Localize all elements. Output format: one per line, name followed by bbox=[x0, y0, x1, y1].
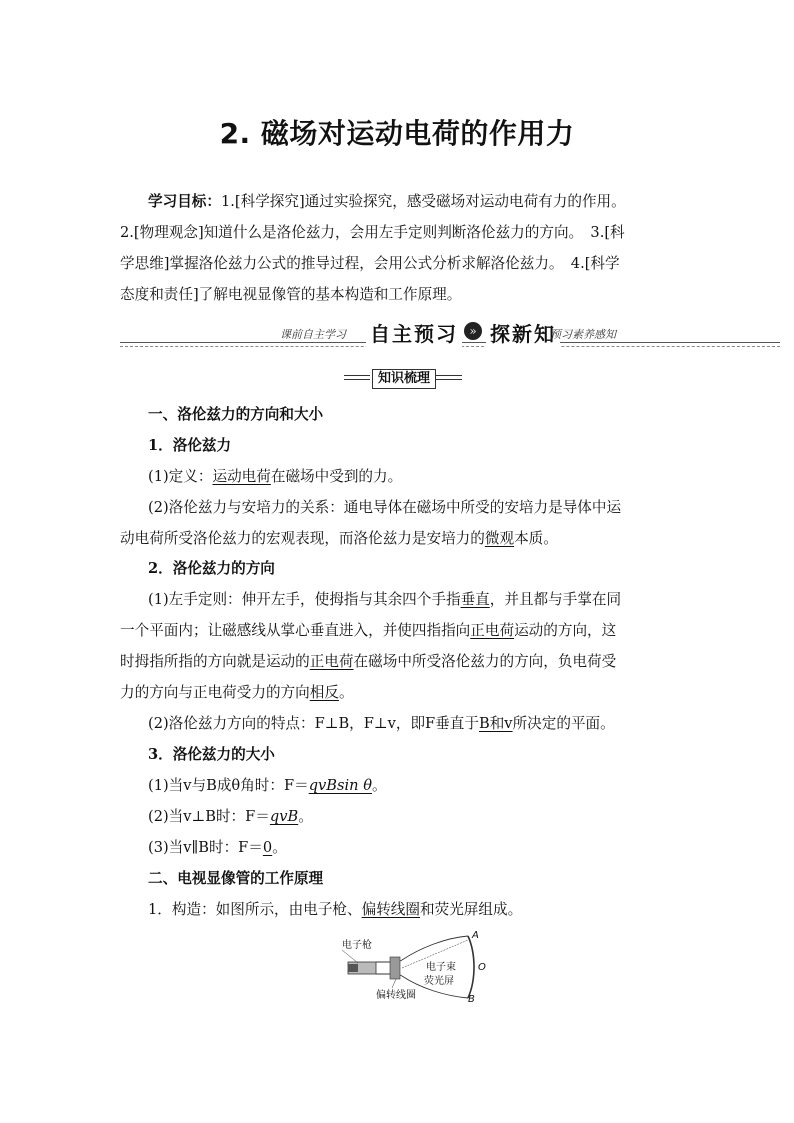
text-segment: 一个平面内；让磁感线从掌心垂直进入，并使四指指向 bbox=[120, 622, 471, 639]
objectives-label: 学习目标： bbox=[148, 193, 221, 210]
label-deflection-coil: 偏转线圈 bbox=[376, 990, 416, 1001]
label-screen: 荧光屏 bbox=[424, 976, 454, 987]
section-banner bbox=[120, 320, 780, 350]
banner-left-text: 课前自主学习 bbox=[280, 328, 346, 341]
text-segment: 所决定的平面。 bbox=[512, 715, 615, 732]
answer-underlined: qvB bbox=[269, 808, 299, 825]
relation-line-1: (2)洛伦兹力与安培力的关系：通电导体在磁场中所受的安培力是导体中运 bbox=[148, 499, 622, 516]
heading-2: 二、电视显像管的工作原理 bbox=[148, 870, 324, 887]
left-hand-line-3 bbox=[120, 650, 616, 671]
text-segment: 动电荷所受洛伦兹力的宏观表现，而洛伦兹力是安培力的 bbox=[120, 530, 485, 547]
left-hand-line-1 bbox=[148, 588, 621, 609]
magnitude-line-3 bbox=[148, 836, 287, 857]
text-segment: 。 bbox=[372, 777, 387, 794]
label-a: A bbox=[472, 930, 479, 941]
text-segment: 1．构造：如图所示，由电子枪、 bbox=[148, 901, 362, 918]
answer-underlined: 垂直 bbox=[460, 591, 490, 608]
objectives-line-3: 学思维]掌握洛伦兹力公式的推导过程，会用公式分析求解洛伦兹力。 4.[科学 bbox=[120, 255, 620, 272]
text-segment: ，并且都与手掌在同 bbox=[489, 591, 622, 608]
deflection-coil-shape bbox=[390, 957, 400, 979]
text-segment: 。 bbox=[272, 839, 287, 856]
heading-1-2: 2．洛伦兹力的方向 bbox=[148, 560, 275, 577]
section-tag-label: 知识梳理 bbox=[372, 369, 436, 389]
screen-shape bbox=[468, 936, 474, 998]
label-b: B bbox=[468, 994, 475, 1002]
construction-line bbox=[148, 898, 522, 919]
text-segment: (2)洛伦兹力方向的特点：F⊥B，F⊥v，即F垂直于 bbox=[148, 715, 479, 732]
answer-underlined: 相反 bbox=[309, 684, 339, 701]
magnitude-line-2 bbox=[148, 805, 313, 826]
text-segment: (2)当v⊥B时：F＝ bbox=[148, 808, 270, 825]
answer-underlined: 运动电荷 bbox=[212, 468, 271, 485]
answer-underlined: 0 bbox=[262, 839, 273, 856]
text-segment: (3)当v∥B时：F＝ bbox=[148, 839, 263, 856]
text-segment: 运动的方向，这 bbox=[514, 622, 617, 639]
answer-underlined: 微观 bbox=[484, 530, 515, 547]
heading-1-1: 1．洛伦兹力 bbox=[148, 437, 232, 454]
chevron-right-icon: » bbox=[464, 322, 482, 340]
banner-main-b: 探新知 bbox=[486, 318, 560, 347]
left-hand-line-4 bbox=[120, 681, 354, 702]
banner-right-text: 预习素养感知 bbox=[550, 328, 616, 341]
text-segment: 。 bbox=[298, 808, 313, 825]
text-segment: 时拇指所指的方向就是运动的 bbox=[120, 653, 310, 670]
electron-gun-back bbox=[348, 964, 358, 972]
text-segment: 在磁场中所受洛伦兹力的方向，负电荷受 bbox=[353, 653, 617, 670]
magnitude-line-1 bbox=[148, 774, 387, 795]
text-segment: 力的方向与正电荷受力的方向 bbox=[120, 684, 310, 701]
text-segment: 和荧光屏组成。 bbox=[420, 901, 523, 918]
text-segment: 在磁场中受到的力。 bbox=[270, 468, 403, 485]
heading-1-3: 3．洛伦兹力的大小 bbox=[148, 746, 275, 763]
characteristic-line bbox=[148, 712, 615, 733]
label-o: O bbox=[478, 962, 486, 973]
answer-underlined: 正电荷 bbox=[309, 653, 354, 670]
objectives-line-1 bbox=[148, 190, 626, 211]
objectives-line-4: 态度和责任]了解电视显像管的基本构造和工作原理。 bbox=[120, 286, 462, 303]
label-electron-gun: 电子枪 bbox=[342, 940, 372, 951]
picture-tube-figure bbox=[340, 930, 490, 1002]
page-title: 2. 磁场对运动电荷的作用力 bbox=[219, 117, 575, 150]
answer-underlined: 偏转线圈 bbox=[361, 901, 420, 918]
left-hand-line-2 bbox=[120, 619, 616, 640]
definition-line bbox=[148, 465, 402, 486]
label-electron-beam: 电子束 bbox=[426, 962, 456, 973]
banner-main-a: 自主预习 bbox=[366, 318, 462, 347]
objectives-text-1: 1.[科学探究]通过实验探究，感受磁场对运动电荷有力的作用。 bbox=[220, 193, 626, 210]
answer-underlined: qvBsin θ bbox=[308, 777, 373, 794]
text-segment: 。 bbox=[338, 684, 354, 701]
text-segment: (1)左手定则：伸开左手，使拇指与其余四个手指 bbox=[148, 591, 461, 608]
text-segment: (1)定义： bbox=[148, 468, 213, 485]
section-tag bbox=[344, 369, 462, 389]
answer-underlined: B和v bbox=[478, 715, 513, 732]
text-segment: 本质。 bbox=[514, 530, 558, 547]
objectives-line-2: 2.[物理观念]知道什么是洛伦兹力，会用左手定则判断洛伦兹力的方向。 3.[科 bbox=[120, 224, 625, 241]
text-segment: (1)当v与B成θ角时：F＝ bbox=[148, 777, 309, 794]
relation-line-2 bbox=[120, 527, 558, 548]
answer-underlined: 正电荷 bbox=[470, 622, 515, 639]
heading-1: 一、洛伦兹力的方向和大小 bbox=[148, 406, 324, 423]
